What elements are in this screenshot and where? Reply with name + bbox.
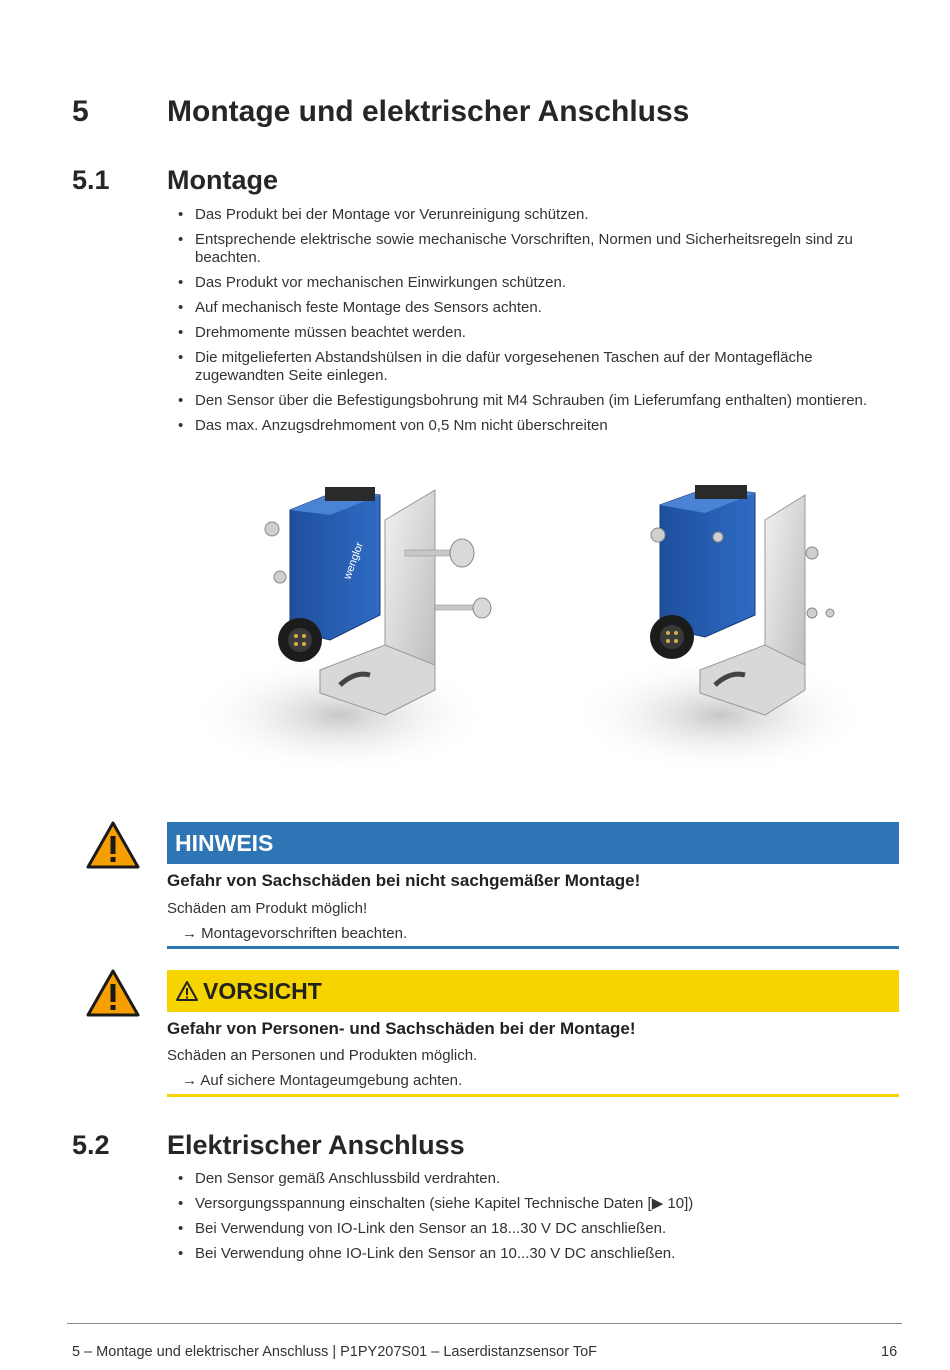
arrow-right-icon: → — [182, 1072, 197, 1089]
section-title: Elektrischer Anschluss — [167, 1130, 465, 1160]
brand-label: wenglor — [341, 540, 366, 582]
list-item: • Das Produkt bei der Montage vor Verunreinigung schützen. — [175, 206, 895, 224]
page-number: 16 — [881, 1344, 898, 1360]
chapter-number: 5 — [72, 95, 89, 128]
warning-triangle-icon — [85, 968, 141, 1018]
footer-rule — [67, 1323, 902, 1324]
caution-label: VORSICHT — [203, 978, 322, 1004]
sensor-assembly-left — [190, 487, 491, 775]
caution-text: Schäden an Personen und Produkten möglich. — [167, 1047, 478, 1064]
notice-action — [182, 925, 407, 942]
arrow-right-icon: → — [182, 925, 197, 942]
electrical-instructions-list — [175, 1170, 895, 1270]
section-number: 5.2 — [72, 1130, 110, 1160]
list-item: • Das max. Anzugsdrehmoment von 0,5 Nm nicht überschreiten — [175, 417, 895, 435]
list-item: • Die mitgelieferten Abstandshülsen in die dafür vorgesehenen Taschen auf der Montagefläche zugewandten Seite einlegen. — [175, 349, 895, 385]
notice-action-text: Montagevorschriften beachten. — [201, 925, 408, 942]
list-item[interactable]: • Versorgungsspannung einschalten (siehe Kapitel Technische Daten [▶ 10]) — [175, 1195, 895, 1213]
caution-title: Gefahr von Personen- und Sachschäden bei der Montage! — [167, 1019, 636, 1038]
mounting-instructions-list — [175, 206, 895, 442]
list-item: • Den Sensor gemäß Anschlussbild verdrahten. — [175, 1170, 895, 1188]
list-item: • Bei Verwendung ohne IO-Link den Sensor an 10...30 V DC anschließen. — [175, 1245, 895, 1263]
caution-banner — [167, 970, 899, 1012]
notice-label: HINWEIS — [175, 830, 274, 856]
footer-text: 5 – Montage und elektrischer Anschluss | P1PY207S01 – Laserdistanzsensor ToF — [72, 1344, 598, 1360]
caution-action-text: Auf sichere Montageumgebung achten. — [200, 1072, 463, 1089]
notice-banner — [167, 822, 899, 864]
sensor-assembly-right — [570, 485, 870, 775]
list-item: • Entsprechende elektrische sowie mechanische Vorschriften, Normen und Sicherheitsregeln sind zu beachten. — [175, 231, 895, 267]
caution-action — [182, 1072, 462, 1089]
mounting-illustration — [190, 465, 910, 795]
notice-divider — [167, 946, 899, 949]
section-number: 5.1 — [72, 165, 110, 195]
notice-title: Gefahr von Sachschäden bei nicht sachgemäßer Montage! — [167, 871, 641, 890]
chapter-title: Montage und elektrischer Anschluss — [167, 95, 690, 128]
list-item: • Bei Verwendung von IO-Link den Sensor an 18...30 V DC anschließen. — [175, 1220, 895, 1238]
list-item: • Den Sensor über die Befestigungsbohrung mit M4 Schrauben (im Lieferumfang enthalten) montieren. — [175, 392, 895, 410]
list-item: • Das Produkt vor mechanischen Einwirkungen schützen. — [175, 274, 895, 292]
list-item: • Drehmomente müssen beachtet werden. — [175, 324, 895, 342]
notice-text: Schäden am Produkt möglich! — [167, 900, 368, 917]
list-item: • Auf mechanisch feste Montage des Sensors achten. — [175, 299, 895, 317]
caution-divider — [167, 1094, 899, 1097]
warning-triangle-icon — [85, 820, 141, 870]
warning-outline-icon — [175, 980, 199, 1002]
section-title: Montage — [167, 165, 278, 195]
